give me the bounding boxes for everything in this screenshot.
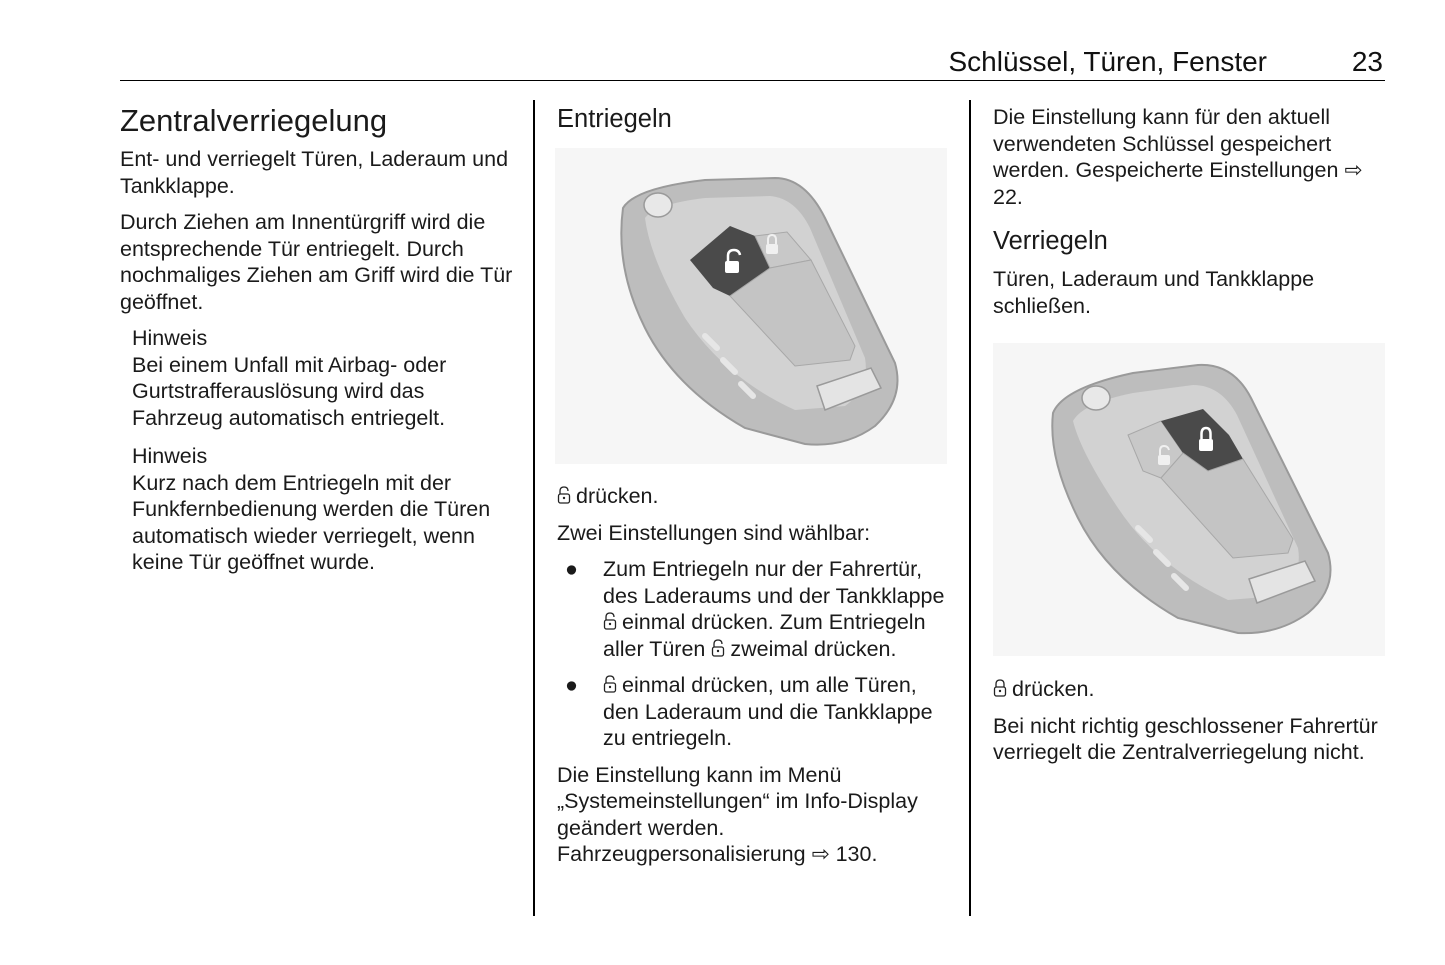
bullet-text: einmal drücken. Zum Entriegeln aller Türen [603, 610, 926, 661]
key-fob-lock-figure [993, 343, 1385, 656]
key-fob-illustration [555, 148, 947, 464]
paragraph-key-setting [993, 104, 1388, 210]
press-text: drücken. [576, 484, 659, 508]
paragraph-close-doors: Türen, Laderaum und Tankklappe schließen. [993, 267, 1315, 318]
setting-text: Die Einstellung kann für den aktuell verwendeten Schlüssel gespeichert werden. Gespeicherte Einstellungen [993, 105, 1339, 182]
bullet-text: zweimal drücken. [730, 636, 897, 661]
note-text: Kurz nach dem Entriegeln mit der Funkfernbedienung werden die Türen automatisch wieder verriegelt, wenn keine Tür geöffnet wurde. [132, 470, 491, 574]
reference-arrow-icon: ⇨ [811, 842, 830, 866]
menu-text: Die Einstellung kann im Menü „Systemeinstellungen“ im Info-Display geändert werden. Fahrzeugpersonalisierung [557, 762, 918, 866]
paragraph-inner-handle: Durch Ziehen am Innentürgriff wird die entsprechende Tür entriegelt. Durch nochmaliges Ziehen am Griff wird die Tür geöffnet. [120, 210, 513, 314]
list-item [557, 672, 949, 752]
note-label: Hinweis [132, 326, 208, 350]
page-reference[interactable]: 22. [993, 184, 1023, 209]
paragraph-two-settings: Zwei Einstellungen sind wählbar: [557, 520, 871, 545]
press-lock-line [993, 676, 1388, 703]
paragraph-driver-door: Bei nicht richtig geschlossener Fahrertür verriegelt die Zentralverriegelung nicht. [993, 713, 1378, 764]
column-divider-1 [533, 100, 535, 916]
column-divider-2 [969, 100, 971, 916]
column-1 [120, 104, 515, 588]
paragraph-menu-setting [557, 762, 949, 868]
unlock-icon [557, 485, 571, 505]
note-text: Bei einem Unfall mit Airbag- oder Gurtstrafferauslösung wird das Fahrzeug automatisch entriegelt. [132, 352, 447, 430]
bullet-text: einmal drücken, um alle Türen, den Laderaum und die Tankklappe zu entriegeln. [603, 673, 933, 750]
lock-icon [993, 678, 1007, 698]
heading-verriegeln: Verriegeln [993, 227, 1108, 255]
section-title: Schlüssel, Türen, Fenster [948, 46, 1267, 77]
unlock-icon [603, 674, 617, 694]
key-fob-unlock-figure [555, 148, 947, 464]
key-fob-illustration [993, 343, 1385, 656]
bullet-dot: ● [565, 557, 578, 581]
note-label: Hinweis [132, 444, 208, 468]
unlock-icon [603, 611, 617, 631]
bullet-text: Zum Entriegeln nur der Fahrertür, des Laderaums und der Tankklappe [603, 557, 945, 608]
column-2 [557, 104, 949, 134]
note-2 [132, 443, 515, 576]
bullet-dot: ● [565, 673, 578, 697]
page-header [120, 44, 1385, 81]
heading-entriegeln: Entriegeln [557, 105, 672, 133]
press-unlock-line [557, 483, 949, 510]
press-text: drücken. [1012, 677, 1095, 701]
page-reference[interactable]: 130. [835, 842, 878, 866]
list-item [557, 556, 949, 662]
column-2-text [557, 483, 949, 878]
note-1 [132, 325, 515, 431]
page-number: 23 [1351, 46, 1383, 77]
column-3-text [993, 676, 1388, 776]
reference-arrow-icon: ⇨ [1344, 158, 1363, 182]
column-3 [993, 104, 1388, 329]
unlock-icon [711, 638, 725, 658]
heading-zentralverriegelung: Zentralverriegelung [120, 103, 388, 138]
paragraph-intro: Ent- und verriegelt Türen, Laderaum und Tankklappe. [120, 147, 509, 198]
